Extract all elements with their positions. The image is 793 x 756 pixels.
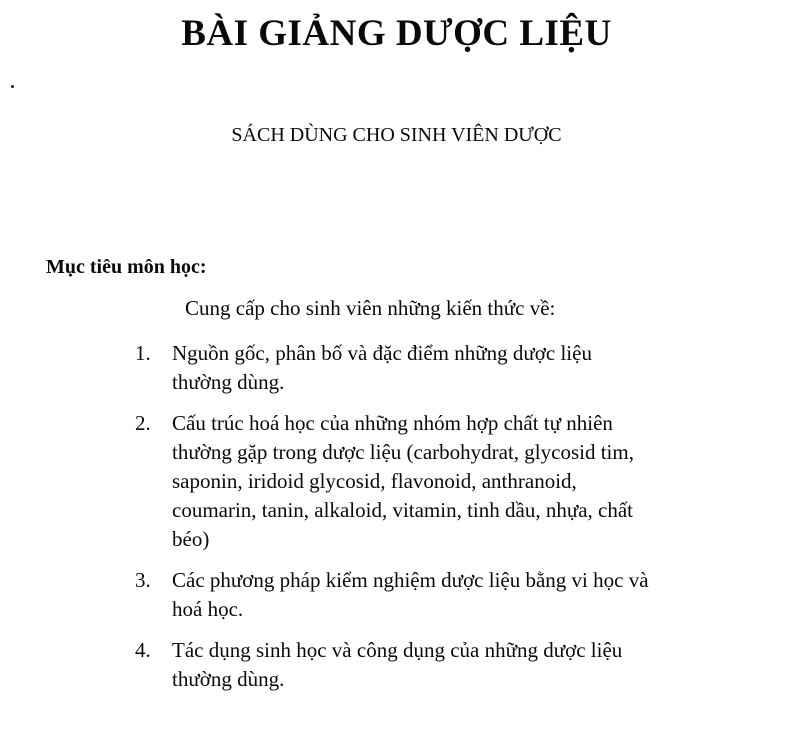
objective-item	[135, 566, 755, 624]
objective-text: Tác dụng sinh học và công dụng của những dược liệu thường dùng.	[172, 638, 623, 691]
objective-text: Cấu trúc hoá học của những nhóm hợp chất tự nhiên thường gặp trong dược liệu (carbohydrat, glycosid tim, saponin, iridoid glycosid, flavonoid, anthranoid, coumarin, tanin, alkaloid, vitamin, tinh dầu, nhựa, chất béo)	[172, 411, 634, 551]
objectives-list	[135, 339, 755, 706]
scan-speck	[11, 85, 14, 88]
page-title: BÀI GIẢNG DƯỢC LIỆU	[181, 13, 612, 54]
objective-item	[135, 339, 755, 397]
objective-text: Nguồn gốc, phân bố và đặc điểm những dược liệu thường dùng.	[172, 341, 592, 394]
intro-text: Cung cấp cho sinh viên những kiến thức về:	[185, 296, 556, 320]
section-heading: Mục tiêu môn học:	[46, 256, 207, 278]
objective-text: Các phương pháp kiểm nghiệm dược liệu bằng vi học và hoá học.	[172, 568, 649, 621]
objective-item	[135, 636, 755, 694]
objective-item	[135, 409, 755, 554]
objective-number: 1.	[135, 341, 151, 365]
objective-number: 4.	[135, 638, 151, 662]
objective-number: 2.	[135, 411, 151, 435]
objective-number: 3.	[135, 568, 151, 592]
page-subtitle: SÁCH DÙNG CHO SINH VIÊN DƯỢC	[231, 124, 562, 146]
